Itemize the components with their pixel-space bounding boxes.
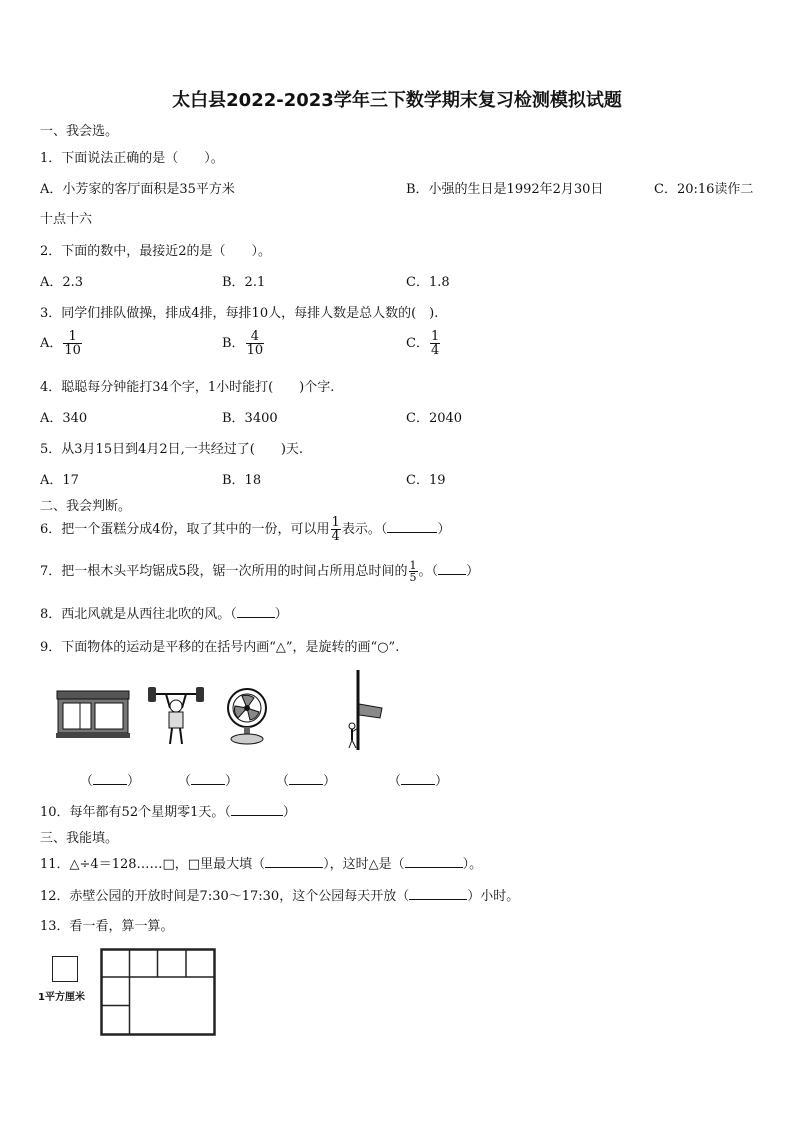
question-5-option-c: C．19 bbox=[406, 473, 446, 488]
paren-open: （ bbox=[388, 774, 402, 789]
question-1-stem: 1．下面说法正确的是（ ）。 bbox=[40, 151, 224, 166]
answer-blank[interactable] bbox=[237, 605, 275, 618]
unit-square-label: 1平方厘米 bbox=[38, 992, 85, 1003]
question-10-text: 10．每年都有52个星期零1天。（ bbox=[40, 805, 231, 820]
question-8 bbox=[40, 603, 288, 622]
question-3-stem: 3．同学们排队做操，排成4排，每排10人，每排人数是总人数的( ). bbox=[40, 306, 439, 321]
fraction bbox=[63, 330, 82, 357]
section-heading-choice: 一、我会选。 bbox=[40, 124, 119, 139]
question-5-stem: 5．从3月15日到4月2日,一共经过了( )天. bbox=[40, 442, 304, 457]
paren-close: ） bbox=[466, 564, 480, 579]
answer-paren-fan[interactable] bbox=[276, 770, 336, 789]
question-3-option-a bbox=[40, 330, 83, 357]
question-6-text-after: 表示。（ bbox=[341, 522, 388, 537]
unit-square bbox=[52, 956, 78, 982]
paren-open: （ bbox=[276, 774, 290, 789]
denominator: 4 bbox=[331, 529, 340, 544]
answer-blank[interactable] bbox=[438, 562, 466, 575]
numerator: 1 bbox=[430, 329, 440, 344]
answer-blank[interactable] bbox=[289, 772, 323, 785]
question-13-stem: 13．看一看，算一算。 bbox=[40, 919, 174, 934]
question-7-text: 7．把一根木头平均锯成5段，锯一次所用的时间占所用总时间的 bbox=[40, 564, 408, 579]
question-1-option-c-continued: 十点十六 bbox=[40, 212, 93, 227]
question-7-text-after: 。（ bbox=[418, 564, 439, 579]
question-1-option-a: A．小芳家的客厅面积是35平方米 bbox=[40, 182, 235, 197]
paren-close: ） bbox=[437, 522, 451, 537]
question-12-text: 12．赤壁公园的开放时间是7:30～17:30，这个公园每天开放（ bbox=[40, 889, 410, 904]
question-11-text-end: ）。 bbox=[462, 857, 483, 872]
paren-open: （ bbox=[80, 774, 94, 789]
paren-close: ） bbox=[225, 774, 239, 789]
section-heading-judge: 二、我会判断。 bbox=[40, 499, 132, 514]
fraction bbox=[331, 516, 341, 543]
fraction bbox=[430, 330, 440, 357]
answer-paren-weightlifter[interactable] bbox=[178, 770, 238, 789]
question-9-stem: 9．下面物体的运动是平移的在括号内画“△”，是旋转的画“○”. bbox=[40, 640, 400, 655]
question-1-option-b: B．小强的生日是1992年2月30日 bbox=[406, 182, 604, 197]
answer-blank[interactable] bbox=[387, 520, 437, 533]
answer-blank[interactable] bbox=[401, 772, 435, 785]
question-4-option-a: A．340 bbox=[40, 411, 88, 426]
question-12 bbox=[40, 885, 519, 904]
question-11-text-mid: ），这时△是（ bbox=[323, 857, 405, 872]
fraction bbox=[246, 330, 265, 357]
question-5-option-b: B．18 bbox=[222, 473, 262, 488]
answer-blank[interactable] bbox=[231, 803, 283, 816]
option-label: B． bbox=[222, 336, 245, 351]
question-6 bbox=[40, 516, 450, 543]
paren-close: ） bbox=[274, 607, 288, 622]
answer-blank[interactable] bbox=[93, 772, 127, 785]
question-2-option-a: A．2.3 bbox=[40, 275, 84, 290]
question-11 bbox=[40, 853, 482, 872]
question-2-option-b: B．2.1 bbox=[222, 275, 266, 290]
answer-blank[interactable] bbox=[191, 772, 225, 785]
denominator: 5 bbox=[409, 571, 417, 584]
answer-paren-window[interactable] bbox=[80, 770, 140, 789]
question-2-option-c: C．1.8 bbox=[406, 275, 450, 290]
paren-close: ） bbox=[127, 774, 141, 789]
paren-close: ） bbox=[435, 774, 449, 789]
denominator: 10 bbox=[246, 343, 264, 358]
question-5-option-a: A．17 bbox=[40, 473, 79, 488]
numerator: 1 bbox=[63, 330, 82, 344]
question-11-text: 11．△÷4＝128……□，□里最大填（ bbox=[40, 857, 266, 872]
question-4-stem: 4．聪聪每分钟能打34个字，1小时能打( )个字. bbox=[40, 380, 335, 395]
section-heading-fill: 三、我能填。 bbox=[40, 831, 119, 846]
numerator: 1 bbox=[331, 515, 340, 530]
paren-close: ） bbox=[323, 774, 337, 789]
question-4-option-c: C．2040 bbox=[406, 411, 463, 426]
question-7 bbox=[40, 560, 479, 583]
answer-paren-flag[interactable] bbox=[388, 770, 448, 789]
answer-blank[interactable] bbox=[265, 855, 323, 868]
page-title: 太白县2022-2023学年三下数学期末复习检测模拟试题 bbox=[172, 90, 622, 111]
area-grid-figure bbox=[100, 948, 218, 1038]
answer-blank[interactable] bbox=[405, 855, 463, 868]
numerator: 1 bbox=[409, 559, 417, 572]
answer-blank[interactable] bbox=[409, 887, 467, 900]
question-3-option-c bbox=[406, 330, 441, 357]
fan-picture bbox=[224, 686, 270, 746]
window-picture bbox=[56, 690, 132, 740]
question-2-stem: 2．下面的数中，最接近2的是（ ）。 bbox=[40, 244, 272, 259]
question-6-text: 6．把一个蛋糕分成4份，取了其中的一份，可以用 bbox=[40, 522, 330, 537]
fraction bbox=[409, 560, 418, 583]
numerator: 4 bbox=[246, 330, 265, 344]
flag-picture bbox=[344, 668, 388, 752]
question-10 bbox=[40, 801, 296, 820]
option-label: C． bbox=[406, 336, 429, 351]
question-1-option-c: C．20:16读作二 bbox=[654, 182, 754, 197]
denominator: 4 bbox=[430, 343, 440, 358]
weightlifter-picture bbox=[146, 686, 206, 748]
question-8-text: 8．西北风就是从西往北吹的风。（ bbox=[40, 607, 237, 622]
question-4-option-b: B．3400 bbox=[222, 411, 278, 426]
paren-open: （ bbox=[178, 774, 192, 789]
paren-close: ） bbox=[282, 805, 296, 820]
option-label: A． bbox=[40, 336, 63, 351]
question-12-text-end: ）小时。 bbox=[467, 889, 520, 904]
denominator: 10 bbox=[64, 343, 81, 358]
question-3-option-b bbox=[222, 330, 265, 357]
